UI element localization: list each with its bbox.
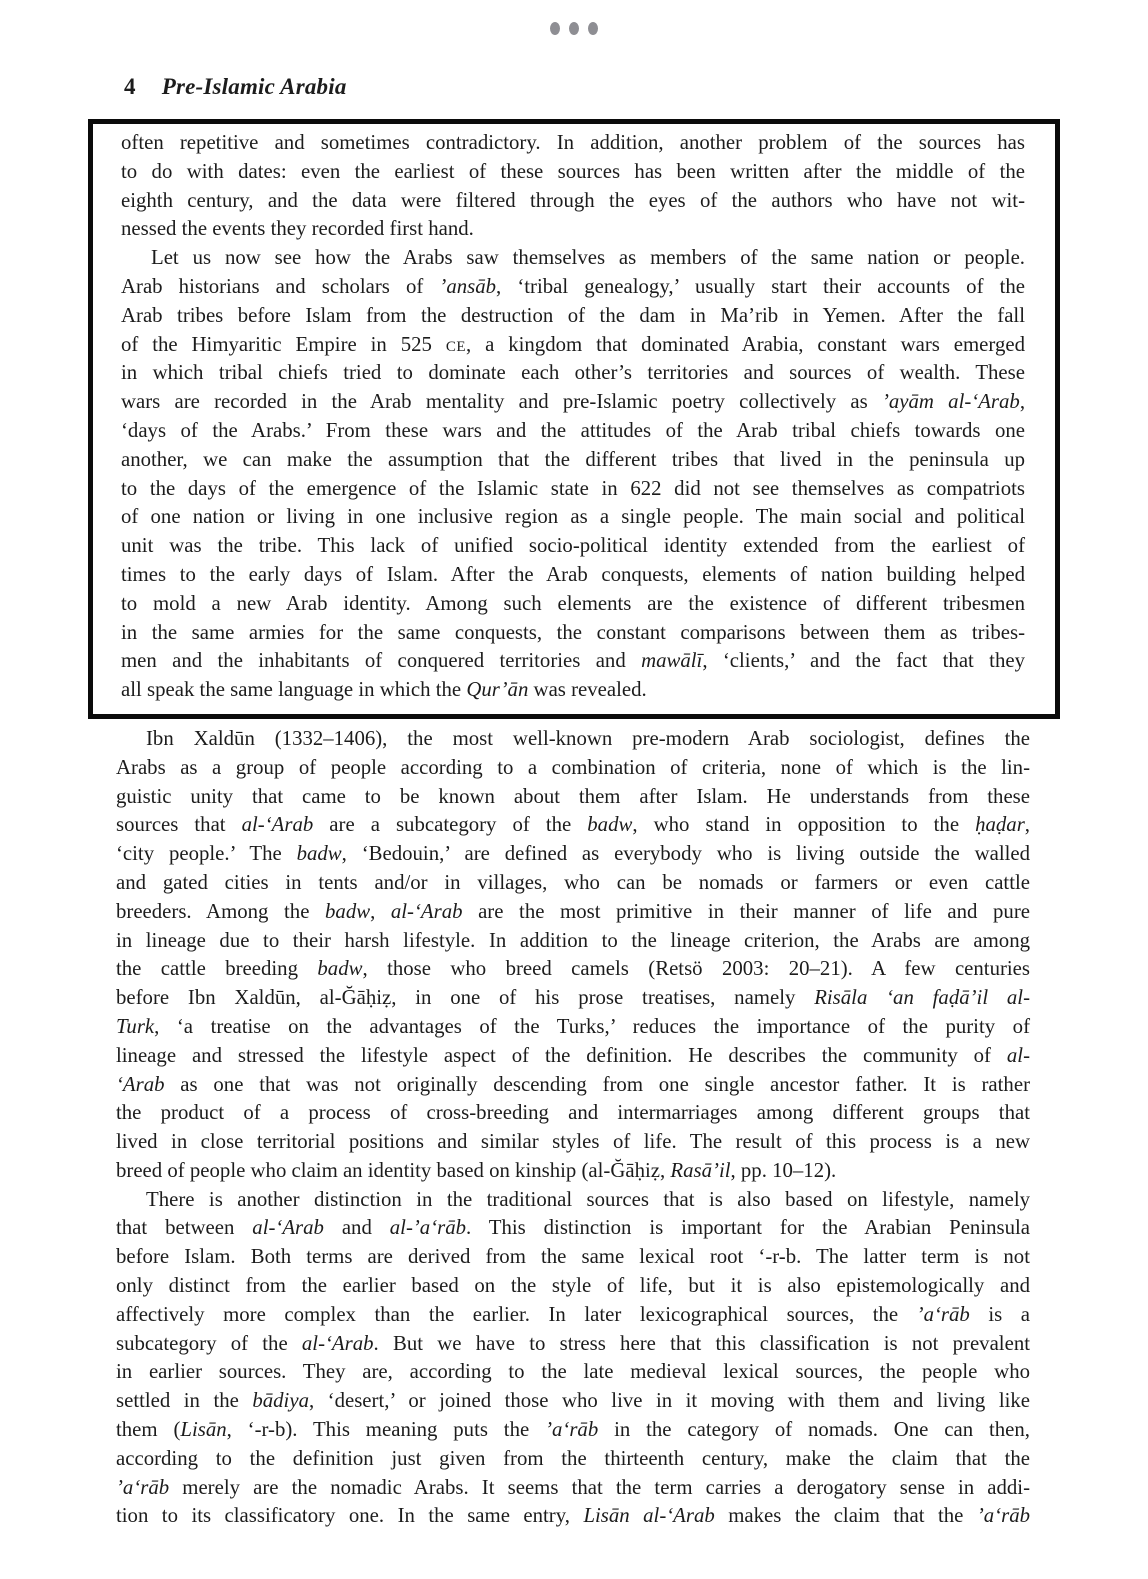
text-line: men and the inhabitants of conquered territories and mawālī, ‘clients,’ and the fact that they (121, 649, 1025, 673)
text-line: tion to its classificatory one. In the same entry, Lisān al-‘Arab makes the claim that the ’a‘rāb (116, 1504, 1030, 1528)
dot-icon (588, 22, 598, 35)
text-line: before Islam. Both terms are derived from the same lexical root ‘-r-b. The latter term is not (116, 1245, 1030, 1269)
text-line: unit was the tribe. This lack of unified socio-political identity extended from the earliest of (121, 534, 1025, 558)
text-line: ’a‘rāb merely are the nomadic Arabs. It seems that the term carries a derogatory sense in addi- (116, 1475, 1030, 1499)
text-line: all speak the same language in which the Qur’ān was revealed. (121, 678, 647, 702)
text-line: Let us now see how the Arabs saw themselves as members of the same nation or people. (151, 246, 1025, 270)
text-line: and gated cities in tents and/or in villages, who can be nomads or farmers or even cattle (116, 870, 1030, 894)
text-line: only distinct from the earlier based on the style of life, but it is also epistemologically and (116, 1274, 1030, 1298)
text-line: breed of people who claim an identity based on kinship (al-Ğāḥiẓ, Rasā’il, pp. 10–12). (116, 1158, 837, 1182)
text-line: Arab historians and scholars of ’ansāb, ‘tribal genealogy,’ usually start their accounts of the (121, 274, 1025, 298)
more-menu-handle-icon[interactable] (544, 18, 604, 39)
text-line: times to the early days of Islam. After the Arab conquests, elements of nation building helped (121, 562, 1025, 586)
text-line: to do with dates: even the earliest of these sources has been written after the middle of the (121, 159, 1025, 183)
text-line: the cattle breeding badw, those who breed camels (Retsö 2003: 20–21). A few centuries (116, 957, 1031, 981)
text-line: ‘days of the Arabs.’ From these wars and the attitudes of the Arab tribal chiefs towards one (121, 418, 1025, 442)
text-line: subcategory of the al-‘Arab. But we have to stress here that this classification is not prevalent (116, 1331, 1030, 1355)
text-line: before Ibn Xaldūn, al-Ğāḥiẓ, in one of his prose treatises, namely Risāla ‘an faḍā’il al- (116, 986, 1030, 1010)
text-line: lineage and stressed the lifestyle aspect of the definition. He describes the community of al- (116, 1043, 1030, 1067)
running-header (124, 74, 347, 100)
text-line: of one nation or living in one inclusive region as a single people. The main social and political (121, 505, 1025, 529)
text-line: lived in close territorial positions and similar styles of life. The result of this process is a new (116, 1130, 1030, 1154)
paragraph (121, 244, 1025, 705)
text-line: to the days of the emergence of the Islamic state in 622 did not see themselves as compatriots (121, 476, 1025, 500)
text-line: There is another distinction in the traditional sources that is also based on lifestyle, namely (146, 1187, 1030, 1211)
text-column (88, 119, 1060, 1531)
text-line: often repetitive and sometimes contradictory. In addition, another problem of the sources has (121, 131, 1025, 154)
page-number: 4 (124, 74, 136, 99)
text-line: wars are recorded in the Arab mentality and pre-Islamic poetry collectively as ’ayām al-‘Arab, (121, 390, 1026, 414)
text-line: in earlier sources. They are, according to the late medieval lexical sources, the people who (116, 1360, 1030, 1384)
text-line: the product of a process of cross-breeding and intermarriages among different groups that (116, 1101, 1030, 1125)
paragraph (116, 1186, 1030, 1532)
chapter-title: Pre-Islamic Arabia (161, 74, 347, 99)
text-line: them (Lisān, ‘-r-b). This meaning puts the ’a‘rāb in the category of nomads. One can then, (116, 1418, 1030, 1442)
text-line: according to the definition just given from the thirteenth century, make the claim that the (116, 1446, 1030, 1470)
text-line: eighth century, and the data were filtered through the eyes of the authors who have not wit- (121, 188, 1025, 212)
text-line: that between al-‘Arab and al-’a‘rāb. This distinction is important for the Arabian Peninsula (116, 1216, 1031, 1240)
text-line: another, we can make the assumption that the different tribes that lived in the peninsula up (121, 447, 1025, 471)
text-line: Arab tribes before Islam from the destruction of the dam in Ma’rib in Yemen. After the fall (121, 303, 1025, 327)
body-text-block (88, 719, 1060, 1531)
dot-icon (569, 22, 579, 35)
text-line: in the same armies for the same conquests, the constant comparisons between them as tribes- (121, 620, 1025, 644)
text-line: of the Himyaritic Empire in 525 ce, a kingdom that dominated Arabia, constant wars emerged (121, 332, 1025, 356)
text-line: guistic unity that came to be known about them after Islam. He understands from these (116, 784, 1030, 808)
boxed-text-block (88, 119, 1060, 719)
text-line: breeders. Among the badw, al-‘Arab are the most primitive in their manner of life and pure (116, 899, 1030, 923)
text-line: in lineage due to their harsh lifestyle. In addition to the lineage criterion, the Arabs are among (116, 928, 1030, 952)
text-line: Ibn Xaldūn (1332–1406), the most well-known pre-modern Arab sociologist, defines the (146, 726, 1030, 750)
paragraph (121, 129, 1025, 244)
text-line: to mold a new Arab identity. Among such elements are the existence of different tribesmen (121, 591, 1025, 615)
text-line: ‘Arab as one that was not originally descending from one single ancestor father. It is rather (116, 1072, 1030, 1096)
text-line: in which tribal chiefs tried to dominate each other’s territories and sources of wealth. These (121, 361, 1025, 385)
text-line: sources that al-‘Arab are a subcategory of the badw, who stand in opposition to the ḥaḍar, (116, 813, 1030, 837)
text-line: ‘city people.’ The badw, ‘Bedouin,’ are defined as everybody who is living outside the walled (116, 842, 1030, 866)
text-line: settled in the bādiya, ‘desert,’ or joined those who live in it moving with them and living like (116, 1389, 1031, 1413)
dot-icon (550, 22, 560, 35)
text-line: Arabs as a group of people according to a combination of criteria, none of which is the lin- (116, 755, 1030, 779)
text-line: nessed the events they recorded first hand. (121, 217, 474, 241)
text-line: affectively more complex than the earlier. In later lexicographical sources, the ’a‘rāb is a (116, 1302, 1030, 1326)
paragraph (116, 725, 1030, 1186)
text-line: Turk, ‘a treatise on the advantages of the Turks,’ reduces the importance of the purity of (116, 1014, 1030, 1038)
